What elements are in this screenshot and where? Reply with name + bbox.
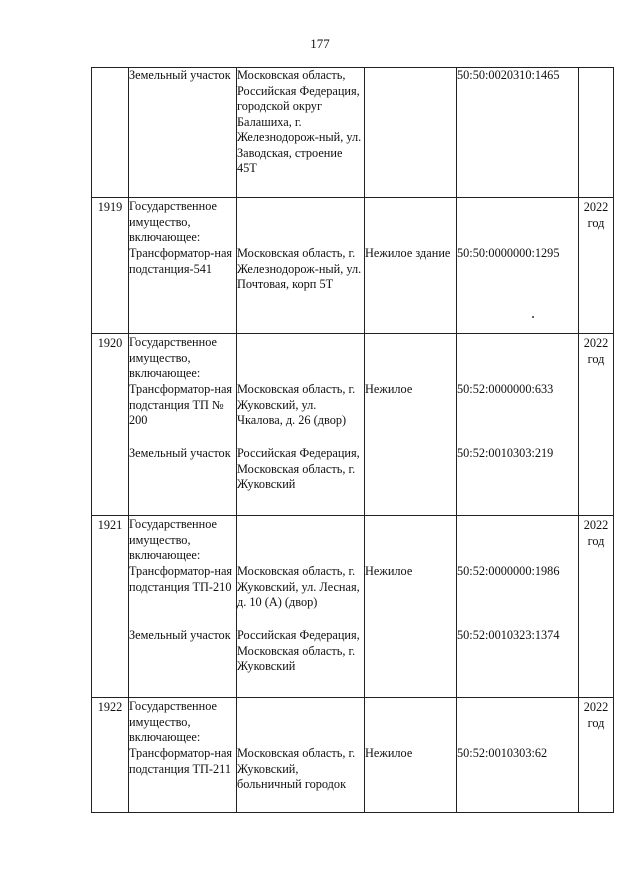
transfer-year: 2022 год xyxy=(579,198,614,334)
object-type: Нежилое xyxy=(365,382,413,396)
object-type xyxy=(365,68,457,198)
cadastral-number: 50:52:0000000:1986 xyxy=(457,564,560,578)
object-name: Трансформатор-ная подстанция ТП № 200 xyxy=(129,382,233,427)
object-name: Трансформатор-ная подстанция ТП-210 xyxy=(129,564,233,594)
cadastral-number: 50:52:0010303:219 xyxy=(457,446,554,460)
transfer-year xyxy=(579,68,614,198)
table-row xyxy=(92,698,614,813)
row-number xyxy=(92,68,129,198)
cadastral-number: 50:52:0000000:633 xyxy=(457,382,554,396)
group-header: Государственное имущество, включающее: xyxy=(129,335,217,380)
stray-mark xyxy=(532,316,534,318)
group-header: Государственное имущество, включающее: xyxy=(129,517,217,562)
transfer-year: 2022 год xyxy=(579,516,614,698)
row-number: 1922 xyxy=(92,698,129,813)
cadastral-number: 50:50:0020310:1465 xyxy=(457,68,579,198)
group-header: Государственное имущество, включающее: xyxy=(129,199,217,244)
object-address: Московская область, г. Жуковский, ул. Чкалова, д. 26 (двор) xyxy=(237,382,356,427)
object-type: Нежилое xyxy=(365,746,413,760)
table-row xyxy=(92,68,614,198)
object-address: Московская область, г. Железнодорож-ный, ул. Почтовая, корп 5Т xyxy=(237,246,362,291)
object-address: Московская область, г. Жуковский, ул. Лесная, д. 10 (А) (двор) xyxy=(237,564,360,609)
object-type: Нежилое здание xyxy=(365,246,451,260)
object-name: Земельный участок xyxy=(129,446,231,460)
object-address: Московская область, Российская Федерация, городской округ Балашиха, г. Железнодорож-ный, ул. Заводская, строение 45Т xyxy=(237,68,365,198)
object-name: Трансформатор-ная подстанция ТП-211 xyxy=(129,746,233,776)
object-name: Трансформатор-ная подстанция-541 xyxy=(129,246,233,276)
table-row xyxy=(92,334,614,516)
transfer-year: 2022 год xyxy=(579,698,614,813)
cadastral-number: 50:52:0010323:1374 xyxy=(457,628,560,642)
row-number: 1919 xyxy=(92,198,129,334)
row-number: 1920 xyxy=(92,334,129,516)
transfer-year: 2022 год xyxy=(579,334,614,516)
object-address: Российская Федерация, Московская область, г. Жуковский xyxy=(237,446,360,491)
object-name: Земельный участок xyxy=(129,68,237,198)
table-row xyxy=(92,516,614,698)
object-name: Земельный участок xyxy=(129,628,231,642)
object-address: Московская область, г. Жуковский, больничный городок xyxy=(237,746,356,791)
cadastral-number: 50:52:0010303:62 xyxy=(457,746,548,760)
object-type: Нежилое xyxy=(365,564,413,578)
property-registry-table xyxy=(91,67,614,813)
group-header: Государственное имущество, включающее: xyxy=(129,699,217,744)
row-number: 1921 xyxy=(92,516,129,698)
table-row xyxy=(92,198,614,334)
cadastral-number: 50:50:0000000:1295 xyxy=(457,246,560,260)
page-number: 177 xyxy=(310,36,330,51)
object-address: Российская Федерация, Московская область, г. Жуковский xyxy=(237,628,360,673)
